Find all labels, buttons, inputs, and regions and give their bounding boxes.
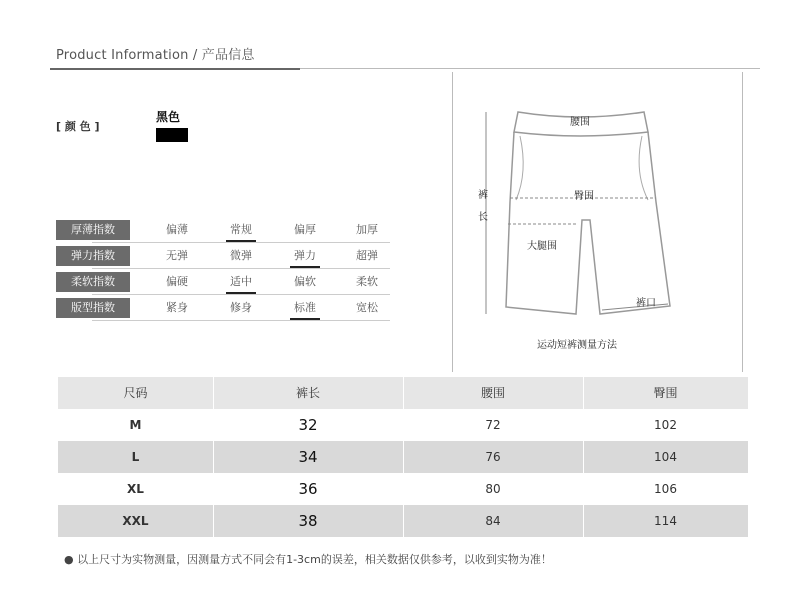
color-swatch [156,128,188,142]
waist-cell: 72 [485,418,501,432]
measurement-note: ● 以上尺寸为实物测量，因测量方式不同会有1-3cm的误差，相关数据仅供参考，以收到实物为准！ [64,553,552,566]
index-divider [92,268,390,269]
table-header: 裤长 [295,386,320,400]
index-label: 柔软指数 [56,272,130,292]
index-option: 微弹 [230,249,252,262]
column-divider [213,377,214,537]
length-cell: 34 [298,448,318,466]
diagram-border [742,72,743,372]
size-cell: L [131,450,140,464]
column-divider [583,377,584,537]
index-option: 宽松 [356,301,378,314]
diagram-caption: 运动短裤测量方法 [537,340,617,351]
thigh-label: 大腿围 [527,241,557,252]
index-option: 加厚 [356,223,378,236]
hip-cell: 106 [654,482,677,496]
section-title: Product Information / 产品信息 [56,48,255,63]
color-label: [ 颜 色 ] [56,120,100,133]
index-option: 修身 [230,301,252,314]
index-option: 超弹 [356,249,378,262]
index-divider [92,242,390,243]
size-table [58,377,748,537]
index-label: 版型指数 [56,298,130,318]
title-rule [300,68,760,69]
index-option: 紧身 [166,301,188,314]
title-underline [50,68,300,70]
index-label: 弹力指数 [56,246,130,266]
index-option-selected: 弹力 [278,246,332,266]
waist-label: 腰围 [570,117,590,128]
index-label: 厚薄指数 [56,220,130,240]
hem-label: 裤口 [636,298,656,309]
size-cell: XL [127,482,144,496]
index-option: 偏厚 [294,223,316,236]
length-label-bottom: 长 [478,212,488,223]
hip-label: 臀围 [574,191,594,202]
index-option: 偏硬 [166,275,188,288]
size-cell: XXL [122,514,149,528]
index-option-selected: 标准 [278,298,332,318]
waist-cell: 76 [485,450,501,464]
waist-cell: 80 [485,482,501,496]
table-header: 尺码 [123,386,148,400]
index-option: 柔软 [356,275,378,288]
index-divider [92,294,390,295]
hip-cell: 104 [654,450,677,464]
index-option-selected: 常规 [214,220,268,240]
table-header: 臀围 [653,386,678,400]
size-cell: M [129,418,142,432]
hip-cell: 114 [654,514,677,528]
index-option: 偏薄 [166,223,188,236]
shorts-illustration [470,92,710,332]
index-option: 无弹 [166,249,188,262]
column-divider [403,377,404,537]
table-header: 腰围 [480,386,505,400]
waist-cell: 84 [485,514,501,528]
hip-cell: 102 [654,418,677,432]
length-cell: 36 [298,480,318,498]
length-cell: 38 [298,512,318,530]
index-option-selected: 适中 [214,272,268,292]
index-divider [92,320,390,321]
length-cell: 32 [298,416,318,434]
color-value: 黑色 [156,110,181,124]
index-option: 偏软 [294,275,316,288]
length-label-top: 裤 [478,190,488,201]
